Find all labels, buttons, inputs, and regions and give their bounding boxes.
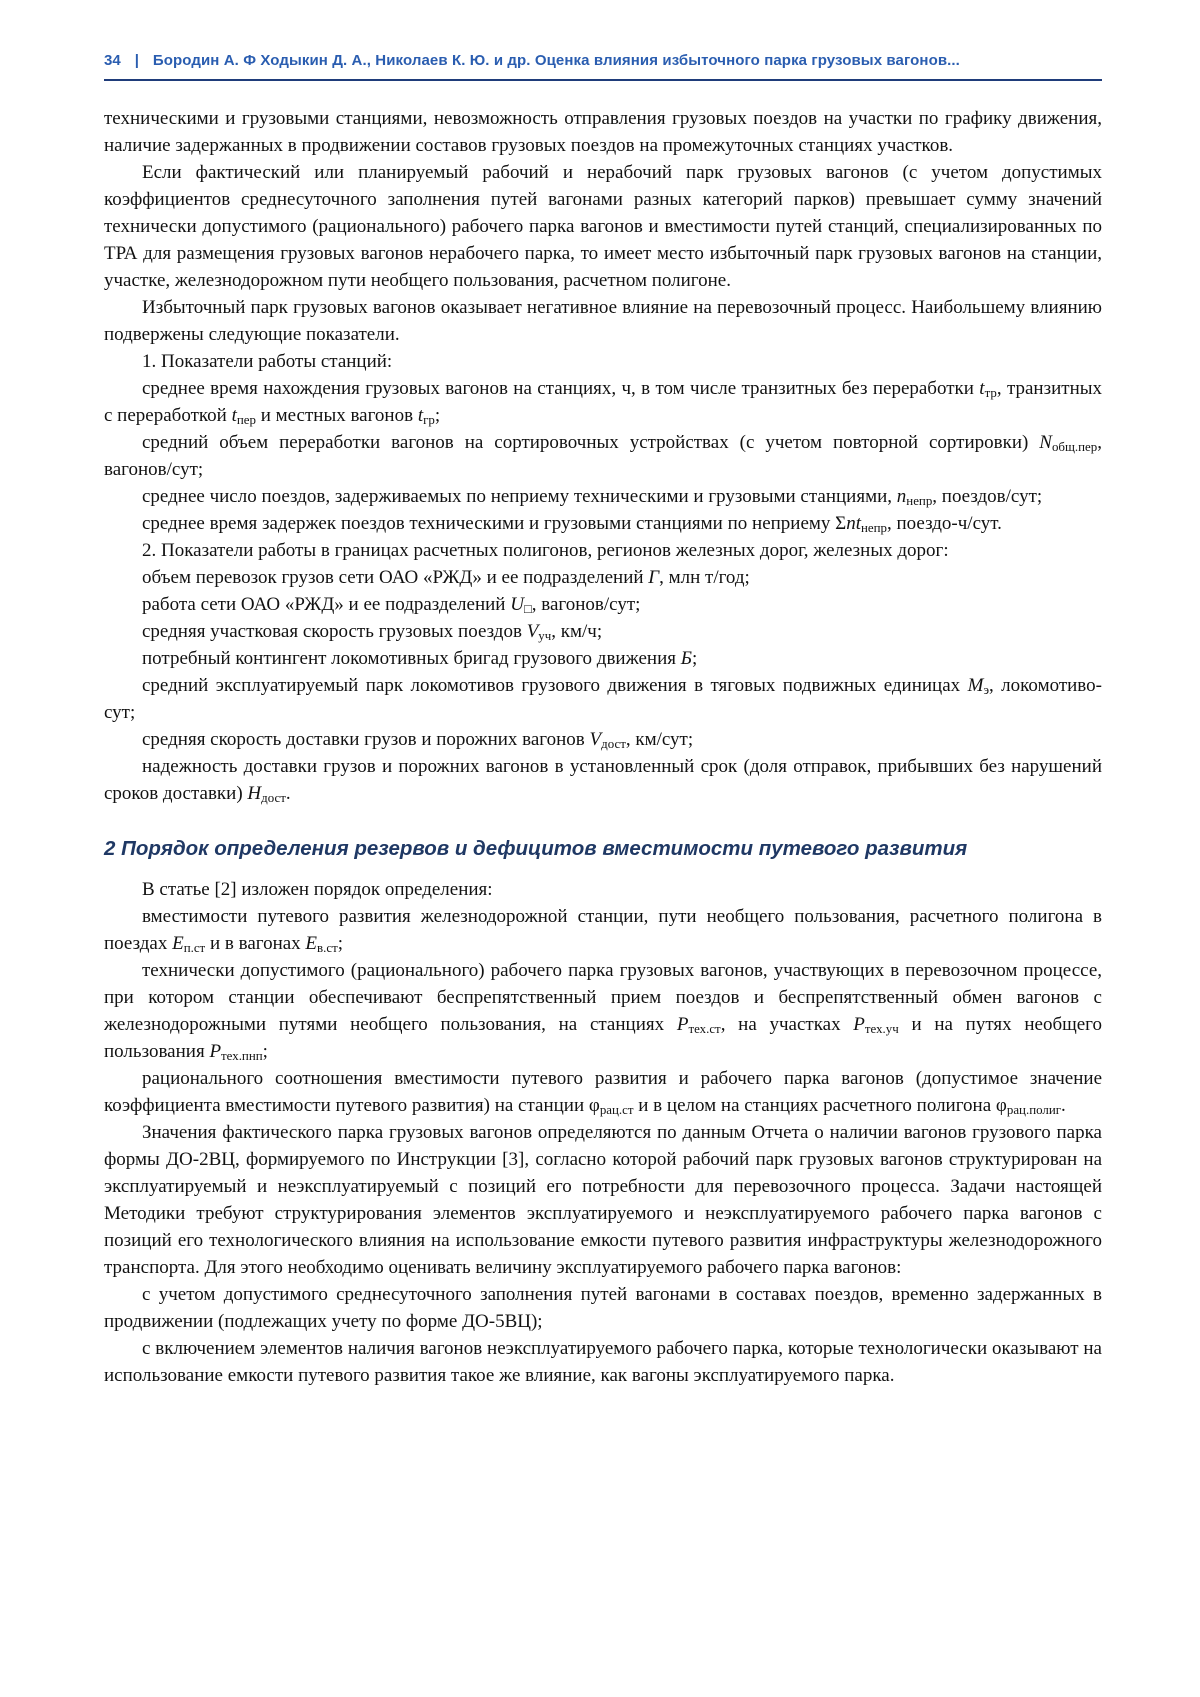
list-item: средний объем переработки вагонов на сортировочных устройствах (с учетом повторной сортировки) $N_{общ.пер}$, вагонов/сут;	[104, 432, 1102, 480]
page-header	[104, 52, 1102, 79]
list-item: среднее число поездов, задерживаемых по неприему техническими и грузовыми станциями, $n_{непр}$, поездов/сут;	[142, 486, 1043, 509]
list-item: объем перевозок грузов сети ОАО «РЖД» и ее подразделений Г, млн т/год;	[142, 567, 750, 588]
header-separator: |	[134, 52, 139, 69]
list-item: среднее время задержек поездов техническими и грузовыми станциями по неприему Σnt$_{непр}$, поездо-ч/сут.	[142, 513, 1002, 536]
paragraph: Если фактический или планируемый рабочий и нерабочий парк грузовых вагонов (с учетом допустимых коэффициентов среднесуточного заполнения путей вагонами разных категорий парков) превышает сумму значений технически допустимого (рационального) рабочего парка вагонов и вместимости путей станций, специализированных по ТРА для размещения грузовых вагонов нерабочего парка, то имеет место избыточный парк грузовых вагонов на станции, участке, железнодорожном пути необщего пользования, расчетном полигоне.	[104, 162, 1102, 291]
list-item: рационального соотношения вместимости путевого развития и рабочего парка вагонов (допустимое значение коэффициента вместимости путевого развития) на станции $\varphi_{рац.ст}$ и в целом на станциях расчетного полигона $\varphi_{рац.полиг}$.	[104, 1068, 1102, 1118]
paragraph: техническими и грузовыми станциями, невозможность отправления грузовых поездов на участки по графику движения, наличие задержанных в продвижении составов грузовых поездов на промежуточных станциях участков.	[104, 108, 1102, 156]
list-item: потребный контингент локомотивных бригад грузового движения Б;	[142, 648, 698, 669]
list-intro: 1. Показатели работы станций:	[142, 351, 393, 372]
list-item: средняя участковая скорость грузовых поездов $V_{уч}$, км/ч;	[142, 621, 603, 644]
list-item: с учетом допустимого среднесуточного заполнения путей вагонами в составах поездов, временно задержанных в продвижении (подлежащих учету по форме ДО-5ВЦ);	[104, 1284, 1102, 1332]
list-item: с включением элементов наличия вагонов неэксплуатируемого рабочего парка, которые технологически оказывают на использование емкости путевого развития такое же влияние, как вагоны эксплуатируемого парка.	[104, 1338, 1102, 1386]
list-item: надежность доставки грузов и порожних вагонов в установленный срок (доля отправок, прибывших без нарушений сроков доставки) $Н_{дост}$.	[104, 756, 1102, 806]
running-head: Бородин А. Ф Ходыкин Д. А., Николаев К. Ю. и др. Оценка влияния избыточного парка грузовых вагонов...	[152, 52, 960, 69]
list-item: среднее время нахождения грузовых вагонов на станциях, ч, в том числе транзитных без переработки $t_{тр}$, транзитных с переработкой $t_{пер}$ и местных вагонов $t_{гр}$;	[104, 378, 1102, 428]
list-item: работа сети ОАО «РЖД» и ее подразделений $U_□$, вагонов/сут;	[142, 594, 641, 617]
header-rule	[104, 79, 1102, 81]
list-item: технически допустимого (рационального) рабочего парка грузовых вагонов, участвующих в перевозочном процессе, при котором станции обеспечивают беспрепятственный прием поездов и беспрепятственный обмен вагонов с железнодорожными путями необщего пользования, на станциях $Р_{тех.ст}$, на участках $Р_{тех.уч}$ и на путях необщего пользования $Р_{тех.пнп}$;	[104, 960, 1102, 1064]
section-heading: 2 Порядок определения резервов и дефицитов вместимости путевого развития	[104, 837, 968, 860]
list-item: средняя скорость доставки грузов и порожних вагонов $V_{дост}$, км/сут;	[142, 729, 694, 752]
page-number: 34	[104, 52, 121, 69]
paragraph: Значения фактического парка грузовых вагонов определяются по данным Отчета о наличии вагонов грузового парка формы ДО-2ВЦ, формируемого по Инструкции [3], согласно которой рабочий парк грузовых вагонов структурирован на эксплуатируемый и неэксплуатируемый с позиций его потребности для перевозочного процесса. Задачи настоящей Методики требуют структурирования элементов эксплуатируемого и неэксплуатируемого рабочего парка вагонов с позиций его технологического влияния на использование емкости путевого развития инфраструктуры железнодорожного транспорта. Для этого необходимо оценивать величину эксплуатируемого рабочего парка вагонов:	[104, 1122, 1102, 1278]
list-item: средний эксплуатируемый парк локомотивов грузового движения в тяговых подвижных единицах $М_э$, локомотиво-сут;	[104, 675, 1102, 723]
article-body	[104, 105, 1102, 1389]
list-intro: 2. Показатели работы в границах расчетных полигонов, регионов железных дорог, железных дорог:	[142, 540, 949, 561]
paragraph: Избыточный парк грузовых вагонов оказывает негативное влияние на перевозочный процесс. Наибольшему влиянию подвержены следующие показатели.	[104, 297, 1102, 345]
list-item: вместимости путевого развития железнодорожной станции, пути необщего пользования, расчетного полигона в поездах $E_{п.ст}$ и в вагонах $E_{в.ст}$;	[104, 906, 1102, 956]
paragraph: В статье [2] изложен порядок определения:	[142, 879, 493, 900]
